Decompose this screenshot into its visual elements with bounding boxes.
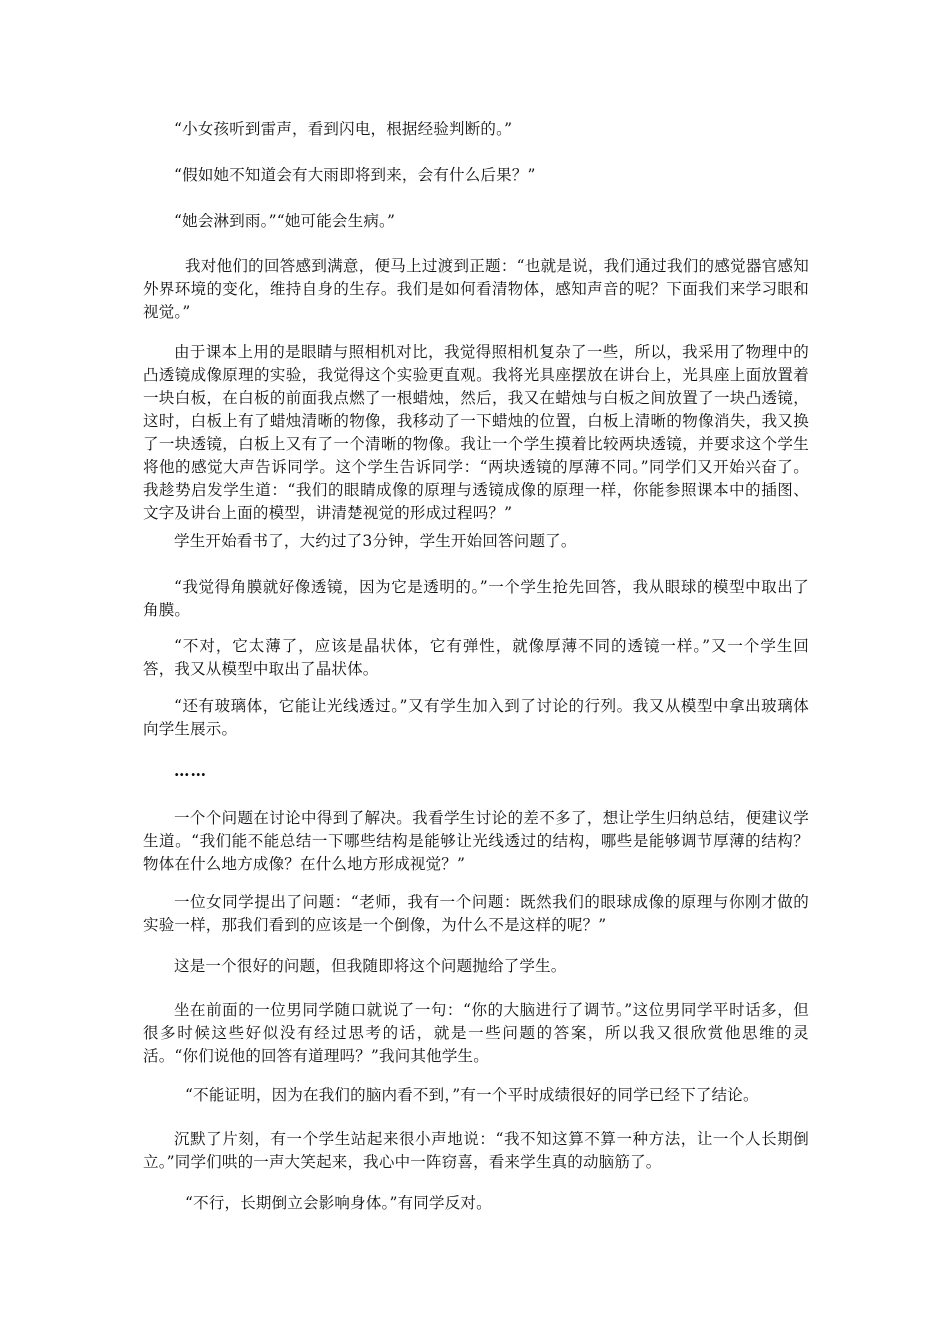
paragraph-16: “不行，长期倒立会影响身体。”有同学反对。 xyxy=(185,1194,492,1212)
paragraph-ellipsis: …… xyxy=(174,761,207,780)
paragraph-5: 由于课本上用的是眼睛与照相机对比，我觉得照相机复杂了一些，所以，我采用了物理中的凸透镜成像原理的实验，我觉得这个实验更直观。我将光具座摆放在讲台上，光具座上面放置着一块白板，在白板的前面我点燃了一根蜡烛，然后，我又在蜡烛与白板之间放置了一块凸透镜，这时，白板上有了蜡烛清晰的物像，我移动了一下蜡烛的位置，白板上清晰的物像消失，我又换了一块透镜，白板上又有了一个清晰的物像。我让一个学生摸着比较两块透镜，并要求这个学生将他的感觉大声告诉同学。这个学生告诉同学：“两块透镜的厚薄不同。”同学们又开始兴奋了。我趁势启发学生道：“我们的眼睛成像的原理与透镜成像的原理一样，你能参照课本中的插图、文字及讲台上面的模型，讲清楚视觉的形成过程吗？” xyxy=(143,343,809,522)
paragraph-3: “她会淋到雨。”“她可能会生病。” xyxy=(174,212,396,230)
paragraph-12: 这是一个很好的问题，但我随即将这个问题抛给了学生。 xyxy=(174,957,567,975)
paragraph-11: 一位女同学提出了问题：“老师，我有一个问题：既然我们的眼球成像的原理与你刚才做的实验一样，那我们看到的应该是一个倒像，为什么不是这样的呢？” xyxy=(143,893,809,934)
paragraph-1: “小女孩听到雷声，看到闪电，根据经验判断的。” xyxy=(174,120,513,138)
paragraph-7: “我觉得角膜就好像透镜，因为它是透明的。”一个学生抢先回答，我从眼球的模型中取出了角膜。 xyxy=(143,578,809,619)
paragraph-14: “不能证明，因为在我们的脑内看不到，”有一个平时成绩很好的同学已经下了结论。 xyxy=(185,1086,759,1104)
paragraph-6: 学生开始看书了，大约过了3分钟，学生开始回答问题了。 xyxy=(174,532,577,550)
paragraph-10: 一个个问题在讨论中得到了解决。我看学生讨论的差不多了，想让学生归纳总结，便建议学生道。“我们能不能总结一下哪些结构是能够让光线透过的结构，哪些是能够调节厚薄的结构？物体在什么地方成像？在什么地方形成视觉？” xyxy=(143,809,809,873)
paragraph-15: 沉默了片刻，有一个学生站起来很小声地说：“我不知这算不算一种方法，让一个人长期倒立。”同学们哄的一声大笑起来，我心中一阵窃喜，看来学生真的动脑筋了。 xyxy=(143,1130,809,1171)
paragraph-2: “假如她不知道会有大雨即将到来，会有什么后果？” xyxy=(174,166,536,184)
paragraph-8: “不对，它太薄了，应该是晶状体，它有弹性，就像厚薄不同的透镜一样。”又一个学生回答，我又从模型中取出了晶状体。 xyxy=(143,637,809,678)
paragraph-4: 我对他们的回答感到满意，便马上过渡到正题：“也就是说，我们通过我们的感觉器官感知外界环境的变化，维持自身的生存。我们是如何看清物体，感知声音的呢？下面我们来学习眼和视觉。” xyxy=(143,257,809,321)
paragraph-13: 坐在前面的一位男同学随口就说了一句：“你的大脑进行了调节。”这位男同学平时话多，但很多时候这些好似没有经过思考的话，就是一些问题的答案，所以我又很欣赏他思维的灵活。“你们说他的回答有道理吗？”我问其他学生。 xyxy=(143,1001,809,1065)
paragraph-9: “还有玻璃体，它能让光线透过。”又有学生加入到了讨论的行列。我又从模型中拿出玻璃体向学生展示。 xyxy=(143,697,809,738)
